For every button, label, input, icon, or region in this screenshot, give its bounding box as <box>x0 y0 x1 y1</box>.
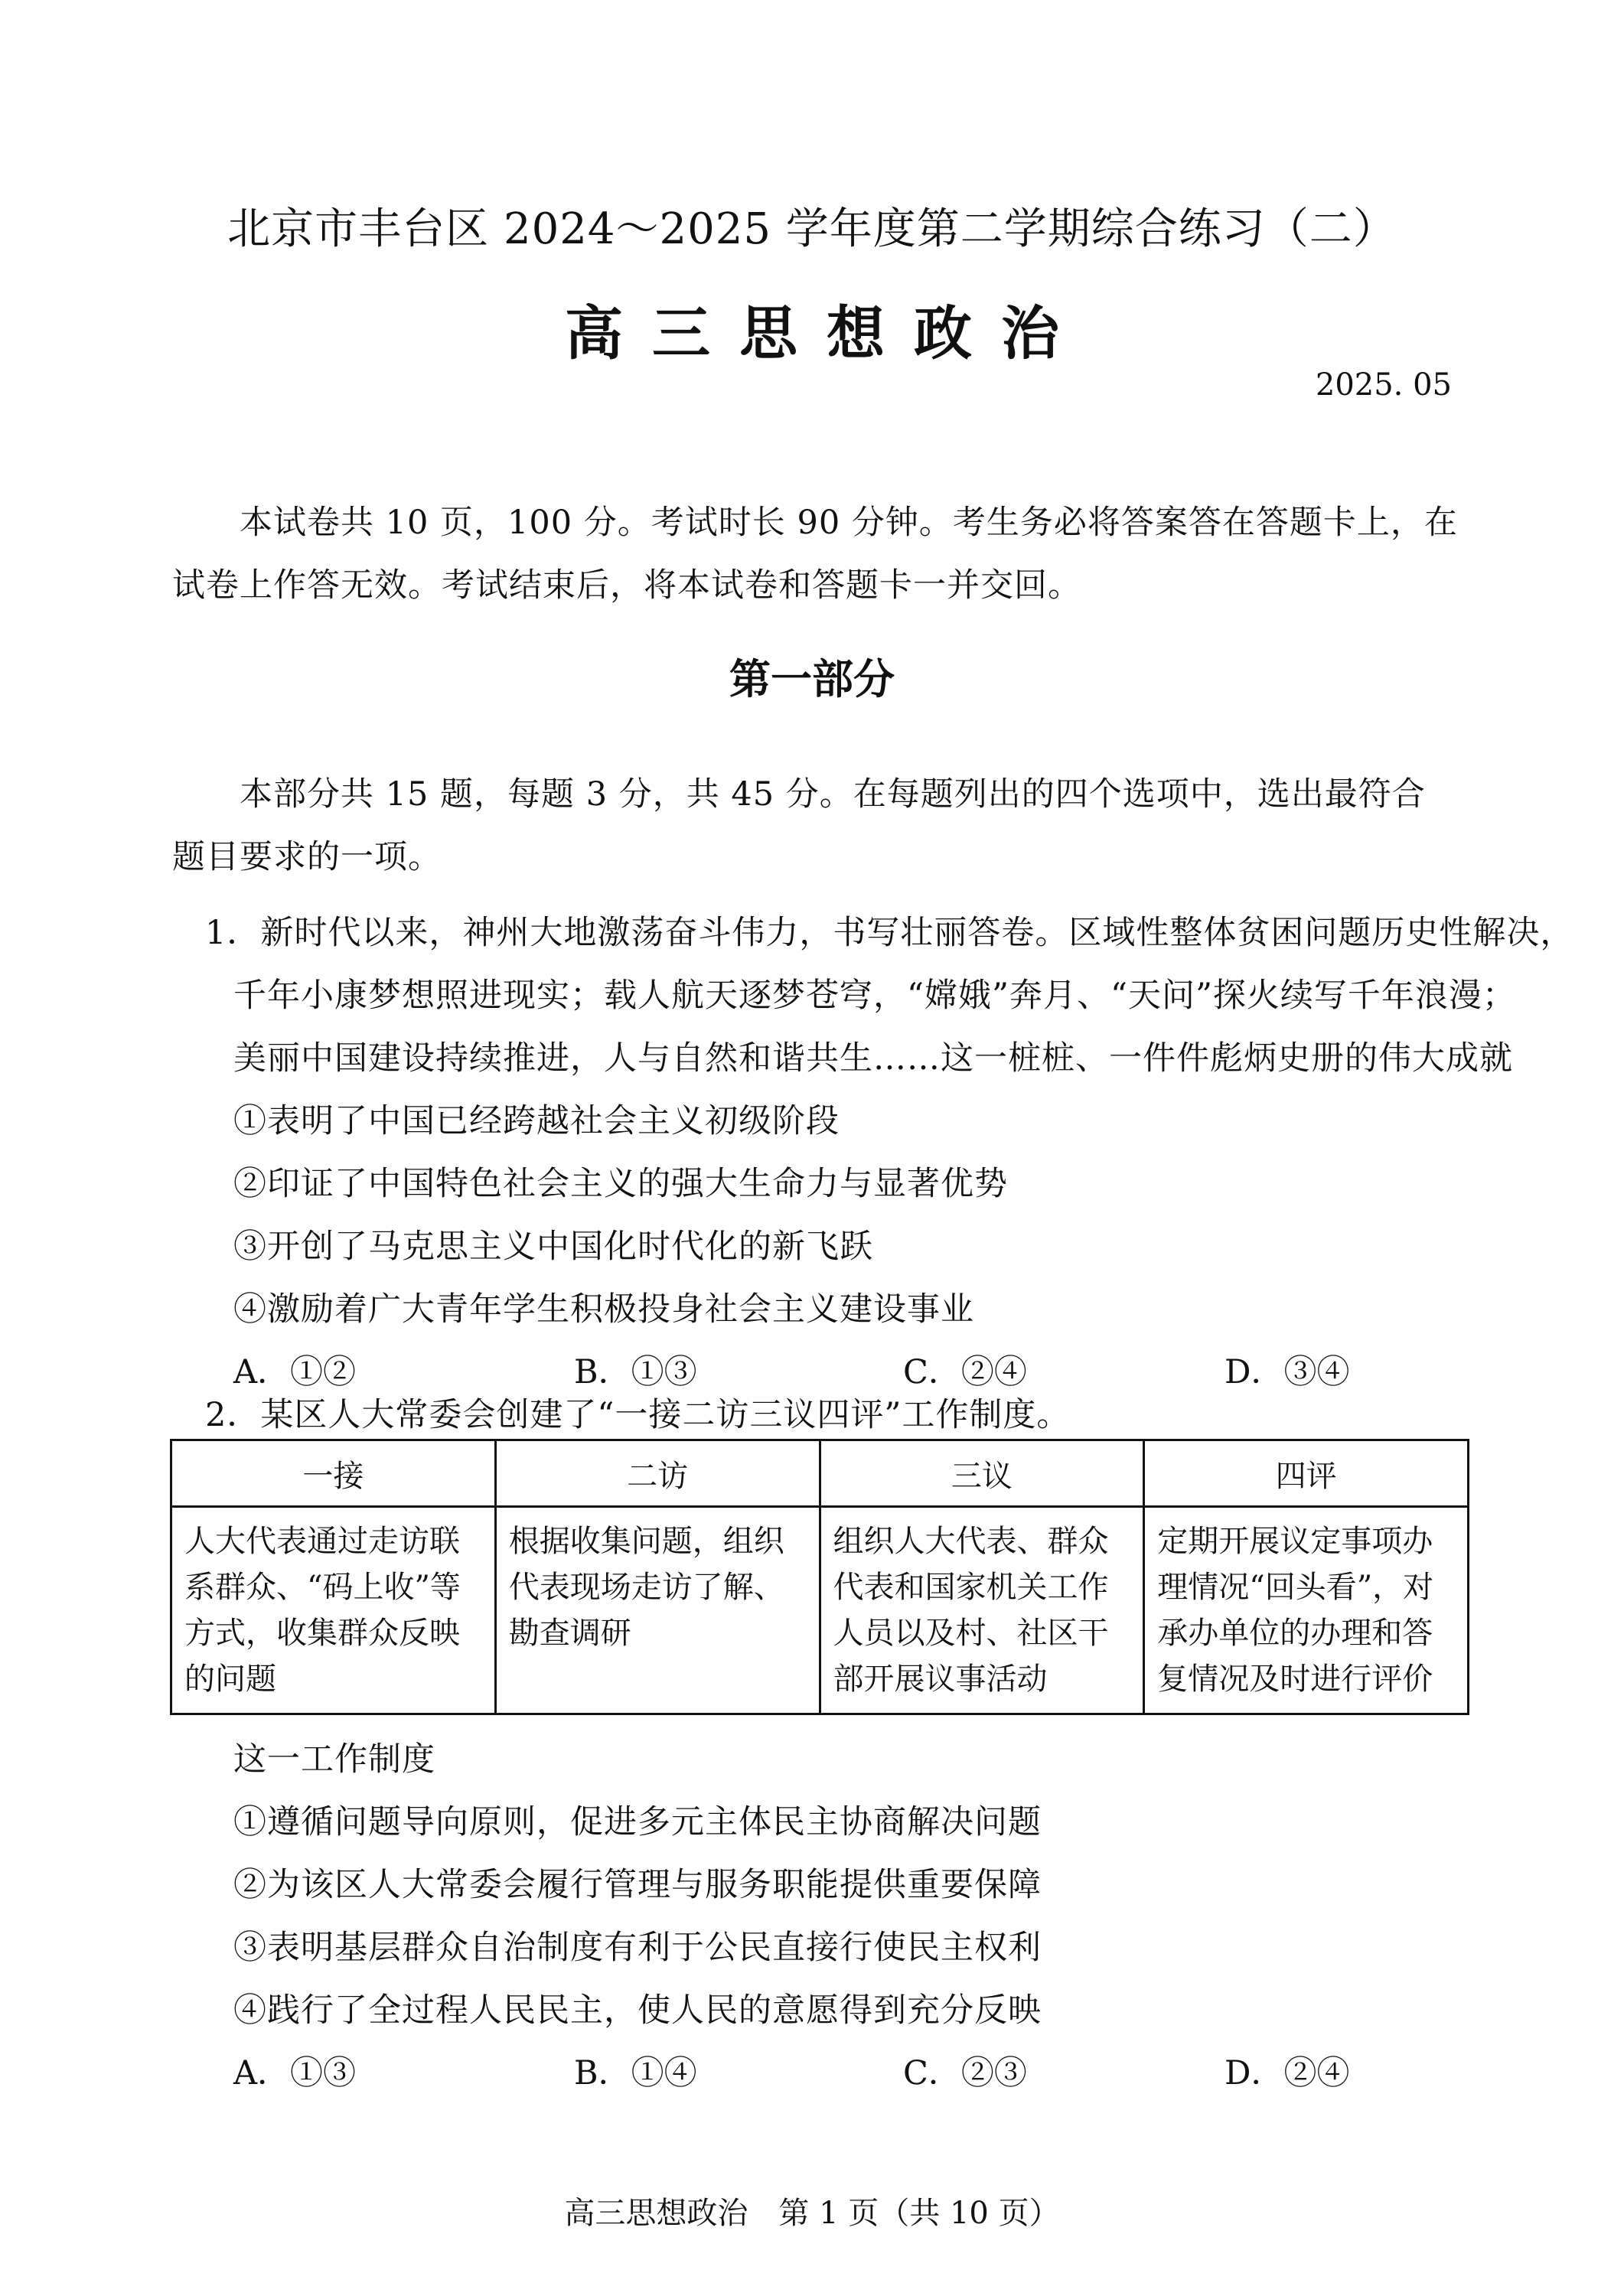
part-intro: 本部分共 15 题，每题 3 分，共 45 分。在每题列出的四个选项中，选出最符合题目要求的一项。 <box>172 775 1426 876</box>
q2-statement: ①遵循问题导向原则，促进多元主体民主协商解决问题 <box>233 1803 1042 1841</box>
page-footer: 高三思想政治 第 1 页（共 10 页） <box>564 2196 1060 2231</box>
table-cell: 人大代表通过走访联系群众、“码上收”等方式，收集群众反映的问题 <box>171 1507 496 1714</box>
table-cell: 根据收集问题，组织代表现场走访了解、勘查调研 <box>495 1507 820 1714</box>
table-header: 一接 <box>171 1440 496 1507</box>
q2-statement: ②为该区人大常委会履行管理与服务职能提供重要保障 <box>233 1866 1042 1904</box>
q1-option-d[interactable]: D．③④ <box>1225 1353 1350 1391</box>
q2-stem: 2．某区人大常委会创建了“一接二访三议四评”工作制度。 <box>205 1396 1071 1434</box>
q2-option-b[interactable]: B．①④ <box>574 2054 697 2092</box>
table-cell: 定期开展议定事项办理情况“回头看”，对承办单位的办理和答复情况及时进行评价 <box>1144 1507 1469 1714</box>
q2-lead: 这一工作制度 <box>233 1740 435 1779</box>
exam-title: 北京市丰台区 2024～2025 学年度第二学期综合练习（二） <box>227 204 1397 254</box>
table-header: 四评 <box>1144 1440 1469 1507</box>
q1-option-b[interactable]: B．①③ <box>574 1353 697 1391</box>
q2-table <box>170 1439 1469 1715</box>
q1-statement: ①表明了中国已经跨越社会主义初级阶段 <box>233 1102 840 1140</box>
q2-statement: ④践行了全过程人民民主，使人民的意愿得到充分反映 <box>233 1991 1042 2030</box>
q1-option-c[interactable]: C．②④ <box>903 1353 1027 1391</box>
table-header: 二访 <box>495 1440 820 1507</box>
table-cell: 组织人大代表、群众代表和国家机关工作人员以及村、社区干部开展议事活动 <box>820 1507 1144 1714</box>
subject-title: 高三思想政治 <box>565 299 1088 367</box>
q1-statement: ②印证了中国特色社会主义的强大生命力与显著优势 <box>233 1165 1008 1203</box>
instructions: 本试卷共 10 页，100 分。考试时长 90 分钟。考生务必将答案答在答题卡上，在试卷上作答无效。考试结束后，将本试卷和答题卡一并交回。 <box>172 504 1458 605</box>
q1-statement: ③开创了马克思主义中国化时代化的新飞跃 <box>233 1228 873 1266</box>
q2-statement: ③表明基层群众自治制度有利于公民直接行使民主权利 <box>233 1929 1042 1967</box>
table-header: 三议 <box>820 1440 1144 1507</box>
q2-option-c[interactable]: C．②③ <box>903 2054 1027 2092</box>
q1-statement: ④激励着广大青年学生积极投身社会主义建设事业 <box>233 1290 974 1329</box>
q1-stem-line: 1．新时代以来，神州大地激荡奋斗伟力，书写壮丽答卷。区域性整体贫困问题历史性解决， <box>205 914 1574 952</box>
q1-stem-line: 千年小康梦想照进现实；载人航天逐梦苍穹，“嫦娥”奔月、“天问”探火续写千年浪漫； <box>233 977 1516 1015</box>
q2-option-a[interactable]: A．①③ <box>233 2054 357 2092</box>
exam-date: 2025. 05 <box>1315 367 1452 403</box>
q1-option-a[interactable]: A．①② <box>233 1353 357 1391</box>
q1-stem-line: 美丽中国建设持续推进，人与自然和谐共生……这一桩桩、一件件彪炳史册的伟大成就 <box>233 1039 1513 1078</box>
q2-option-d[interactable]: D．②④ <box>1225 2054 1350 2092</box>
part-heading: 第一部分 <box>729 654 895 703</box>
